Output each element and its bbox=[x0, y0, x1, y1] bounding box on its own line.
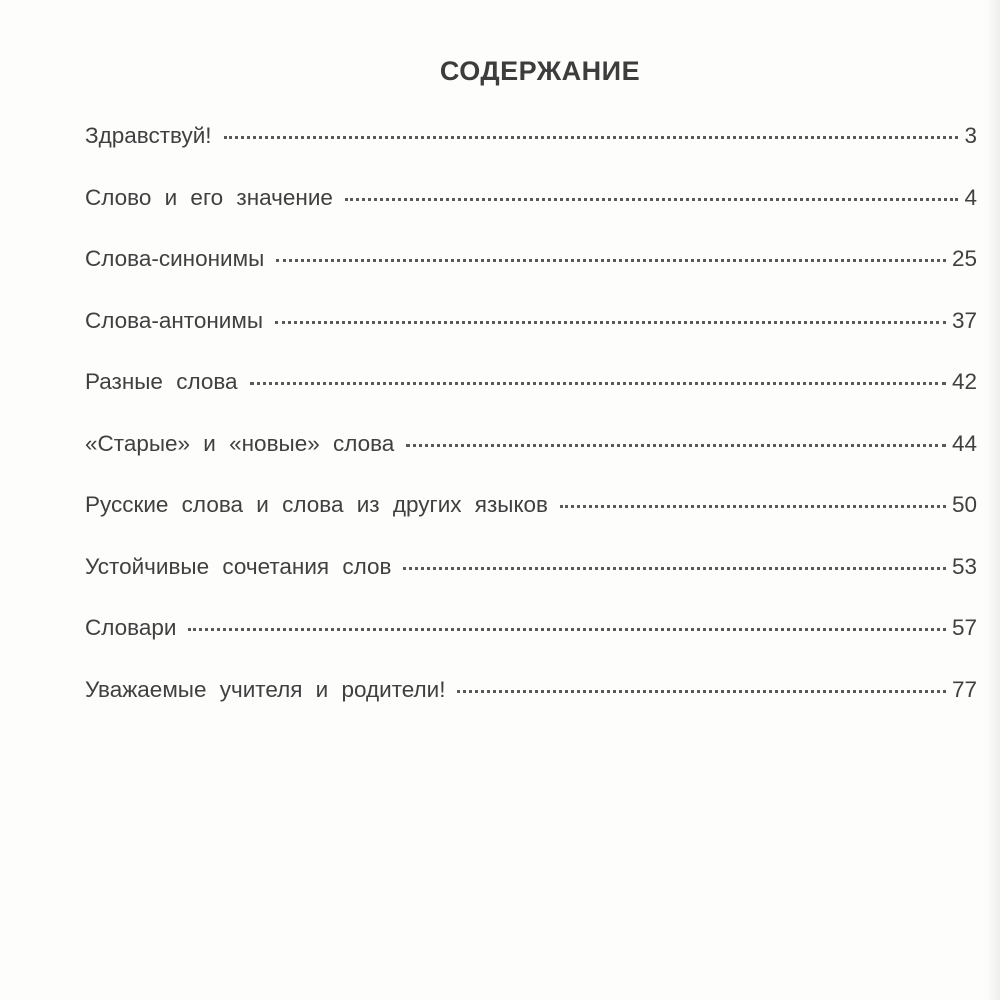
toc-entry-title: Слова-антонимы bbox=[85, 307, 263, 333]
toc-entry-title: Слово и его значение bbox=[85, 184, 333, 210]
toc-entry-page: 57 bbox=[951, 615, 977, 640]
dot-leader bbox=[276, 259, 946, 262]
toc-entry bbox=[85, 113, 977, 175]
page-title: СОДЕРЖАНИЕ bbox=[439, 56, 641, 86]
toc-entry bbox=[85, 544, 977, 606]
toc-entry bbox=[85, 298, 977, 360]
toc-entry-page: 44 bbox=[951, 430, 977, 456]
dot-leader bbox=[406, 444, 946, 447]
toc-entry-title: Устойчивые сочетания слов bbox=[85, 553, 392, 579]
toc-entry bbox=[85, 175, 977, 237]
toc-entry-title: Здравствуй! bbox=[85, 123, 212, 148]
dot-leader bbox=[275, 321, 946, 324]
toc-entry-title: Разные слова bbox=[85, 369, 238, 394]
dot-leader bbox=[403, 567, 946, 570]
toc-entry-page: 25 bbox=[951, 246, 977, 271]
dot-leader bbox=[560, 505, 946, 508]
toc-entry-page: 53 bbox=[951, 553, 977, 579]
toc-entry-title: Слова-синонимы bbox=[85, 246, 265, 271]
toc-entry-page: 50 bbox=[951, 492, 977, 517]
toc-entry-page: 37 bbox=[951, 307, 977, 333]
toc-entry-title: Русские слова и слова из других языков bbox=[85, 492, 549, 517]
toc-entry-title: «Старые» и «новые» слова bbox=[85, 430, 395, 456]
toc-entry-page: 77 bbox=[951, 676, 977, 702]
toc-entry bbox=[85, 482, 977, 544]
toc-entry bbox=[85, 605, 977, 667]
toc-entry-title: Уважаемые учителя и родители! bbox=[85, 676, 446, 702]
dot-leader bbox=[224, 136, 959, 139]
table-of-contents bbox=[85, 113, 977, 728]
dot-leader bbox=[188, 628, 946, 631]
toc-entry bbox=[85, 359, 977, 421]
toc-entry bbox=[85, 236, 977, 298]
dot-leader bbox=[457, 690, 946, 693]
dot-leader bbox=[250, 382, 946, 385]
toc-entry bbox=[85, 421, 977, 483]
toc-entry-page: 4 bbox=[964, 184, 977, 210]
toc-entry bbox=[85, 667, 977, 729]
toc-entry-page: 3 bbox=[964, 123, 977, 148]
toc-entry-title: Словари bbox=[85, 615, 177, 640]
toc-entry-page: 42 bbox=[951, 369, 977, 394]
dot-leader bbox=[345, 198, 959, 201]
